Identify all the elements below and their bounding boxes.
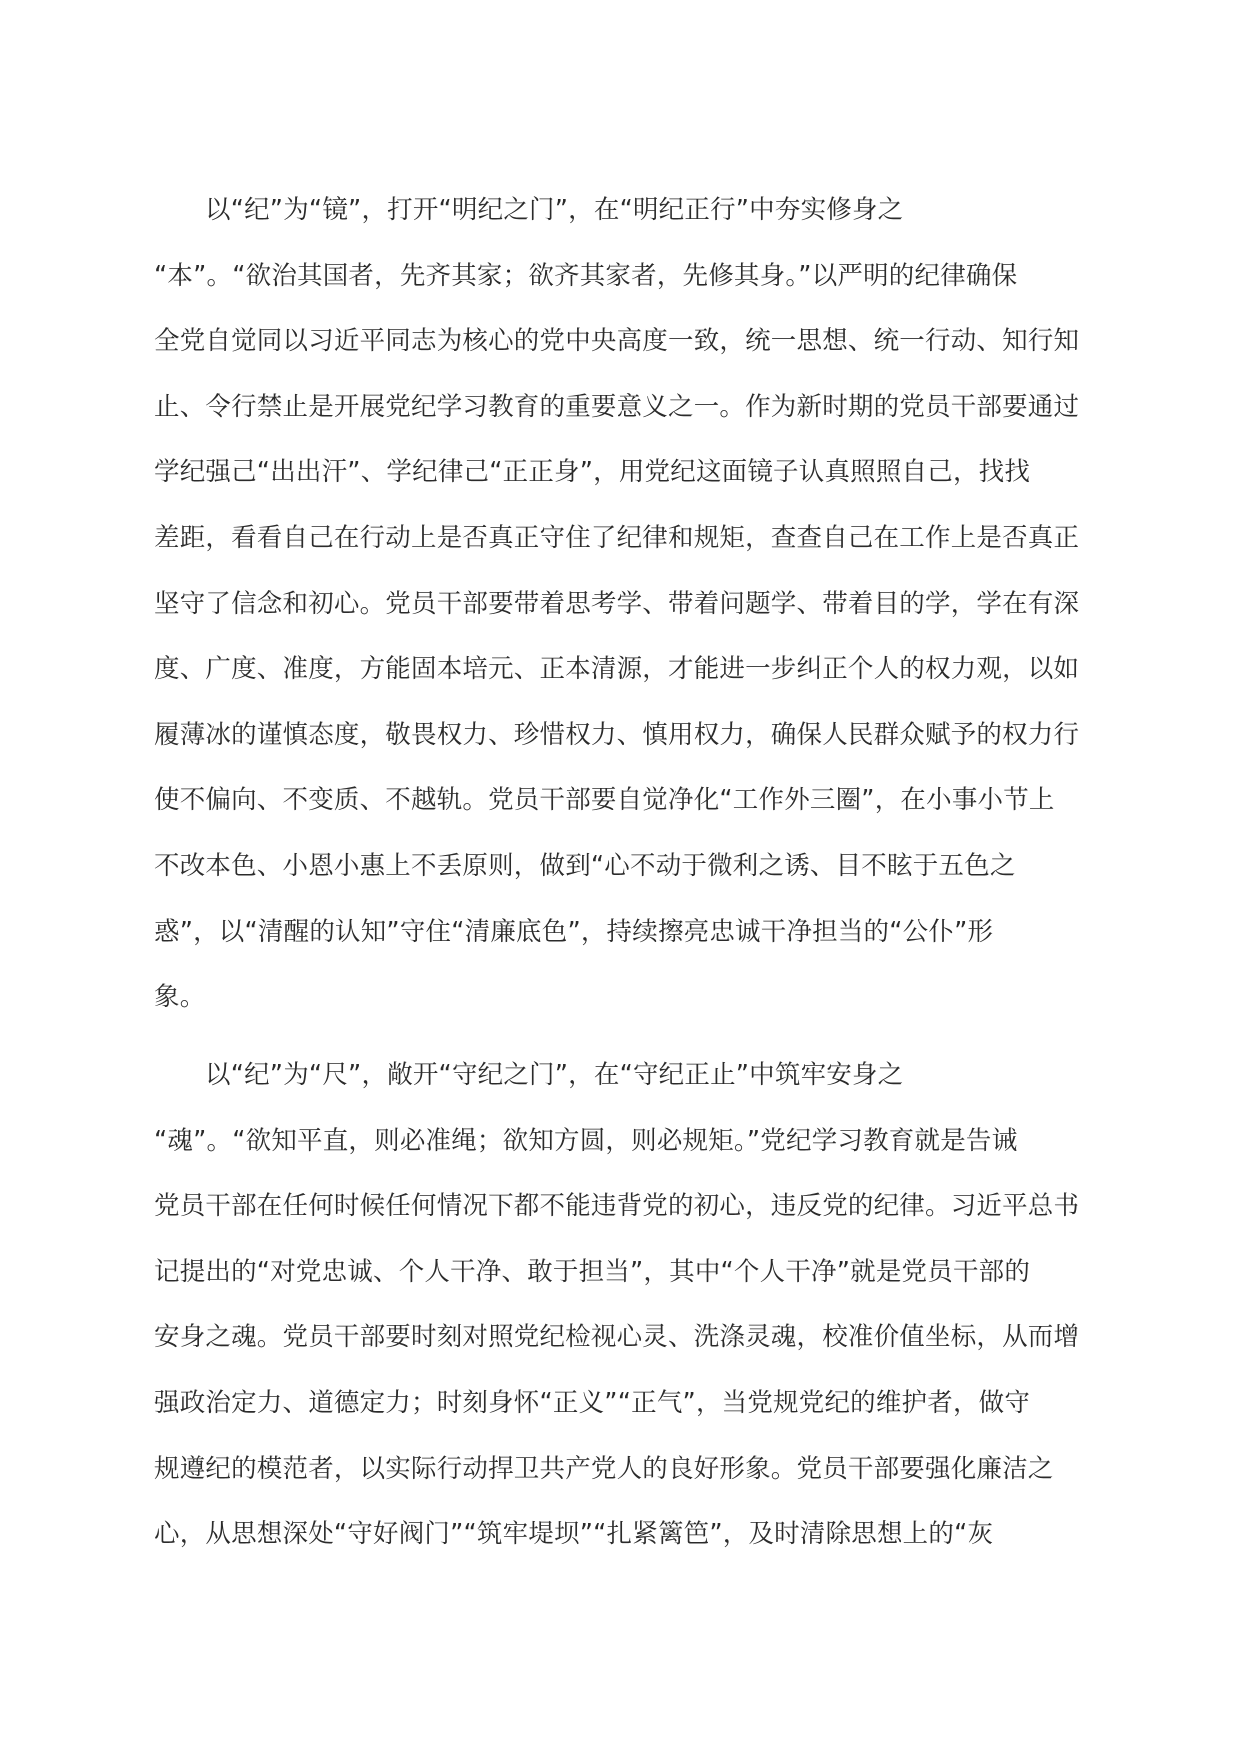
text-line: 安身之魂。党员干部要时刻对照党纪检视心灵、洗涤灵魂，校准价值坐标，从而增 bbox=[154, 1322, 1080, 1353]
text-line: 全党自觉同以习近平同志为核心的党中央高度一致，统一思想、统一行动、知行知 bbox=[154, 326, 1080, 357]
text-line: 党员干部在任何时候任何情况下都不能违背党的初心，违反党的纪律。习近平总书 bbox=[154, 1191, 1080, 1222]
text-line: 度、广度、准度，方能固本培元、正本清源，才能进一步纠正个人的权力观，以如 bbox=[154, 654, 1080, 685]
text-line: 履薄冰的谨慎态度，敬畏权力、珍惜权力、慎用权力，确保人民群众赋予的权力行 bbox=[154, 719, 1080, 750]
text-line: 坚守了信念和初心。党员干部要带着思考学、带着问题学、带着目的学，学在有深 bbox=[154, 588, 1080, 619]
text-line: 规遵纪的模范者，以实际行动捍卫共产党人的良好形象。党员干部要强化廉洁之 bbox=[154, 1453, 1054, 1484]
paragraph-mirror bbox=[154, 191, 1080, 1044]
text-line: 记提出的“对党忠诚、个人干净、敢于担当”，其中“个人干净”就是党员干部的 bbox=[154, 1256, 1031, 1287]
text-line: 心，从思想深处“守好阀门”“筑牢堤坝”“扎紧篱笆”，及时清除思想上的“灰 bbox=[154, 1519, 994, 1550]
text-line: 以“纪”为“尺”，敞开“守纪之门”，在“守纪正止”中筑牢安身之 bbox=[205, 1060, 904, 1090]
text-line: 强政治定力、道德定力；时刻身怀“正义”“正气”，当党规党纪的维护者，做守 bbox=[154, 1387, 1031, 1418]
text-line: 惑”，以“清醒的认知”守住“清廉底色”，持续擦亮忠诚干净担当的“公仆”形 bbox=[154, 916, 994, 947]
text-line: “魂”。“欲知平直，则必准绳；欲知方圆，则必规矩。”党纪学习教育就是告诫 bbox=[154, 1125, 1018, 1156]
text-line: 使不偏向、不变质、不越轨。党员干部要自觉净化“工作外三圈”，在小事小节上 bbox=[154, 785, 1055, 816]
text-line: “本”。“欲治其国者，先齐其家；欲齐其家者，先修其身。”以严明的纪律确保 bbox=[154, 260, 1018, 291]
text-line: 止、令行禁止是开展党纪学习教育的重要意义之一。作为新时期的党员干部要通过 bbox=[154, 391, 1080, 422]
text-line: 不改本色、小恩小惠上不丢原则，做到“心不动于微利之诱、目不眩于五色之 bbox=[154, 850, 1016, 881]
text-line: 学纪强己“出出汗”、学纪律己“正正身”，用党纪这面镜子认真照照自己，找找 bbox=[154, 457, 1031, 488]
text-line: 象。 bbox=[154, 982, 206, 1013]
paragraph-ruler bbox=[154, 1056, 1080, 1581]
text-line: 以“纪”为“镜”，打开“明纪之门”，在“明纪正行”中夯实修身之 bbox=[205, 195, 904, 225]
text-line: 差距，看看自己在行动上是否真正守住了纪律和规矩，查查自己在工作上是否真正 bbox=[154, 522, 1080, 553]
